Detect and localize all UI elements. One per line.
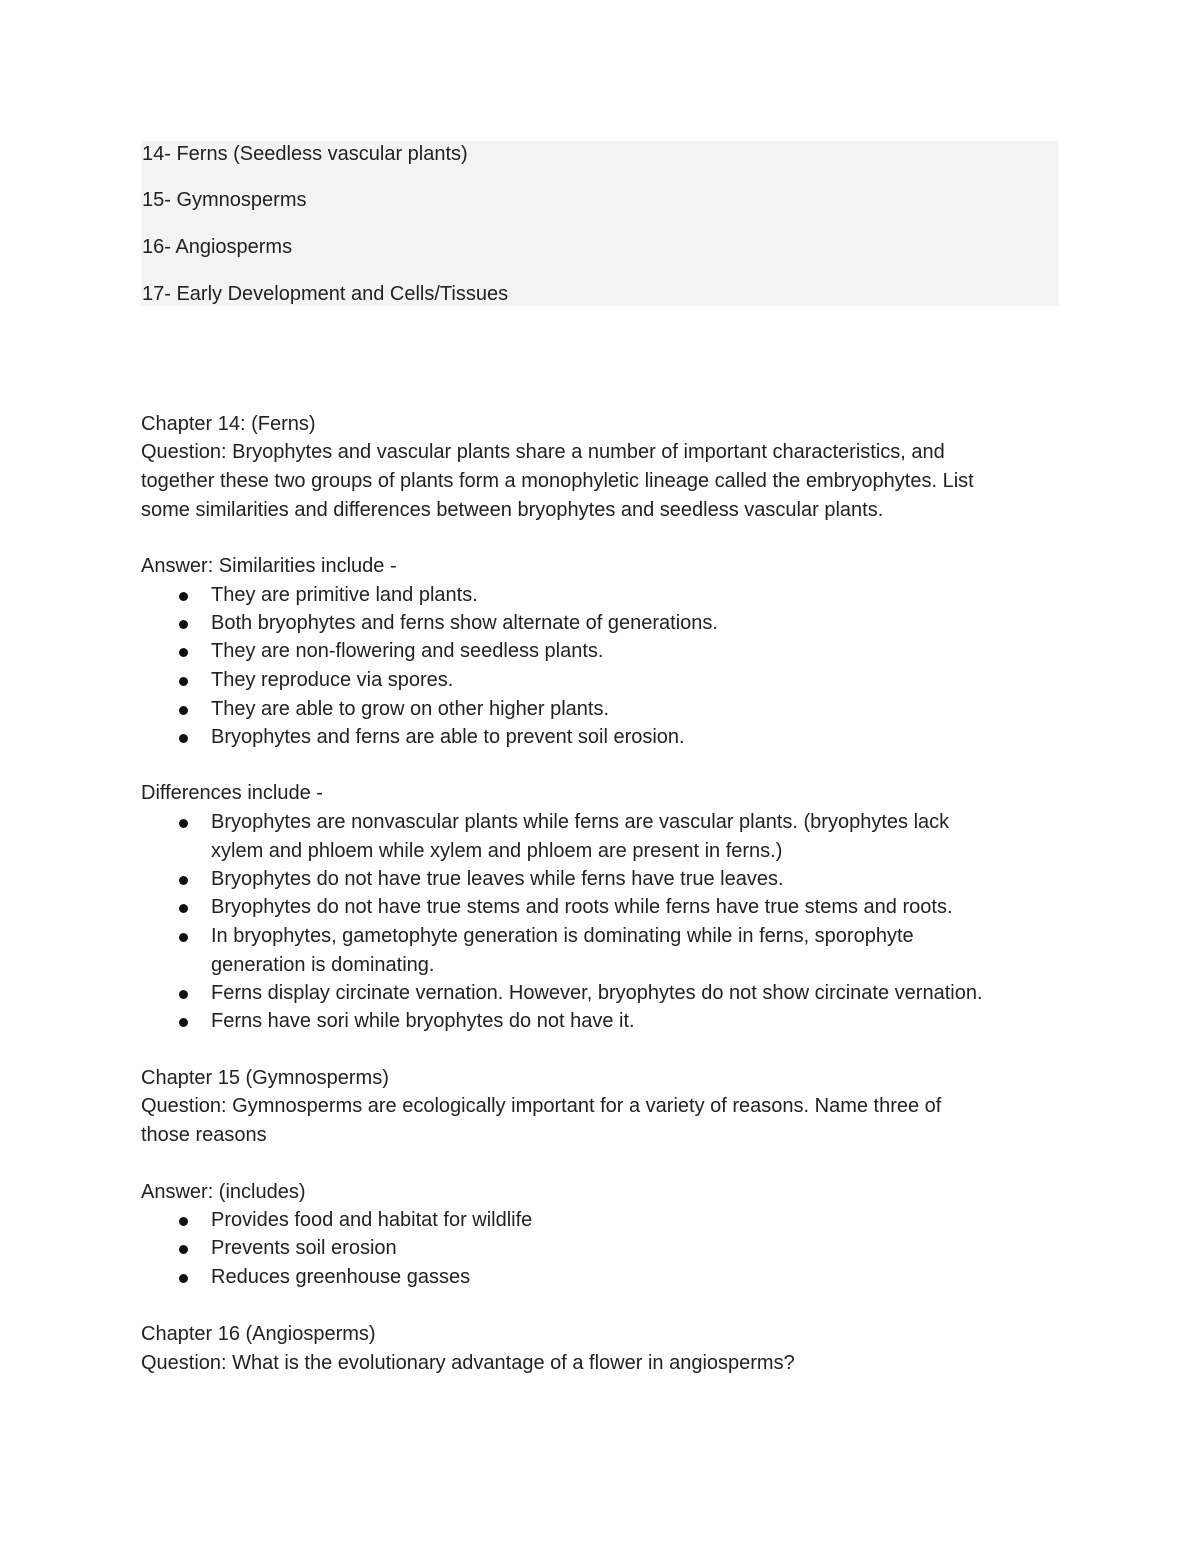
- table-of-contents: [141, 141, 1059, 306]
- list-item: In bryophytes, gametophyte generation is dominating while in ferns, sporophyte: [211, 925, 914, 947]
- chapter-14-heading: Chapter 14: (Ferns): [141, 413, 316, 435]
- question-line: Question: Bryophytes and vascular plants share a number of important characteristics, and: [141, 441, 945, 463]
- list-item: They are able to grow on other higher plants.: [211, 698, 610, 720]
- list-item: Reduces greenhouse gasses: [211, 1266, 471, 1288]
- list-item: Bryophytes do not have true stems and roots while ferns have true stems and roots.: [211, 896, 953, 918]
- list-item: Bryophytes and ferns are able to prevent soil erosion.: [211, 726, 685, 748]
- question-line: together these two groups of plants form a monophyletic lineage called the embryophytes. List: [141, 470, 974, 492]
- differences-intro: Differences include -: [141, 782, 323, 804]
- toc-item: 17- Early Development and Cells/Tissues: [142, 283, 509, 305]
- list-item: Ferns have sori while bryophytes do not have it.: [211, 1010, 635, 1032]
- bullet-icon: [179, 734, 188, 743]
- question-line: some similarities and differences between bryophytes and seedless vascular plants.: [141, 499, 884, 521]
- bullet-icon: [179, 933, 188, 942]
- chapter-16-heading: Chapter 16 (Angiosperms): [141, 1323, 376, 1345]
- bullet-icon: [179, 1274, 188, 1283]
- list-item-continuation: xylem and phloem while xylem and phloem are present in ferns.): [211, 840, 783, 862]
- list-item: Provides food and habitat for wildlife: [211, 1209, 533, 1231]
- question-line: those reasons: [141, 1124, 267, 1146]
- list-item: Prevents soil erosion: [211, 1237, 397, 1259]
- answer-intro: Answer: (includes): [141, 1181, 306, 1203]
- bullet-icon: [179, 1245, 188, 1254]
- bullet-icon: [179, 592, 188, 601]
- answer-intro: Answer: Similarities include -: [141, 555, 397, 577]
- bullet-icon: [179, 876, 188, 885]
- bullet-icon: [179, 1018, 188, 1027]
- list-item: Bryophytes are nonvascular plants while ferns are vascular plants. (bryophytes lack: [211, 811, 950, 833]
- question-line: Question: Gymnosperms are ecologically important for a variety of reasons. Name three of: [141, 1095, 942, 1117]
- list-item: They are primitive land plants.: [211, 584, 478, 606]
- bullet-icon: [179, 1217, 188, 1226]
- list-item: They reproduce via spores.: [211, 669, 454, 691]
- bullet-icon: [179, 620, 188, 629]
- bullet-icon: [179, 904, 188, 913]
- list-item: Ferns display circinate vernation. However, bryophytes do not show circinate vernation.: [211, 982, 983, 1004]
- chapter-15-heading: Chapter 15 (Gymnosperms): [141, 1067, 389, 1089]
- question-line: Question: What is the evolutionary advantage of a flower in angiosperms?: [141, 1352, 795, 1374]
- bullet-icon: [179, 648, 188, 657]
- list-item: Both bryophytes and ferns show alternate of generations.: [211, 612, 718, 634]
- bullet-icon: [179, 819, 188, 828]
- toc-item: 16- Angiosperms: [142, 236, 293, 258]
- list-item: They are non-flowering and seedless plants.: [211, 640, 604, 662]
- bullet-icon: [179, 990, 188, 999]
- list-item: Bryophytes do not have true leaves while ferns have true leaves.: [211, 868, 784, 890]
- toc-item: 15- Gymnosperms: [142, 189, 307, 211]
- bullet-icon: [179, 677, 188, 686]
- toc-item: 14- Ferns (Seedless vascular plants): [142, 143, 468, 165]
- bullet-icon: [179, 706, 188, 715]
- list-item-continuation: generation is dominating.: [211, 954, 435, 976]
